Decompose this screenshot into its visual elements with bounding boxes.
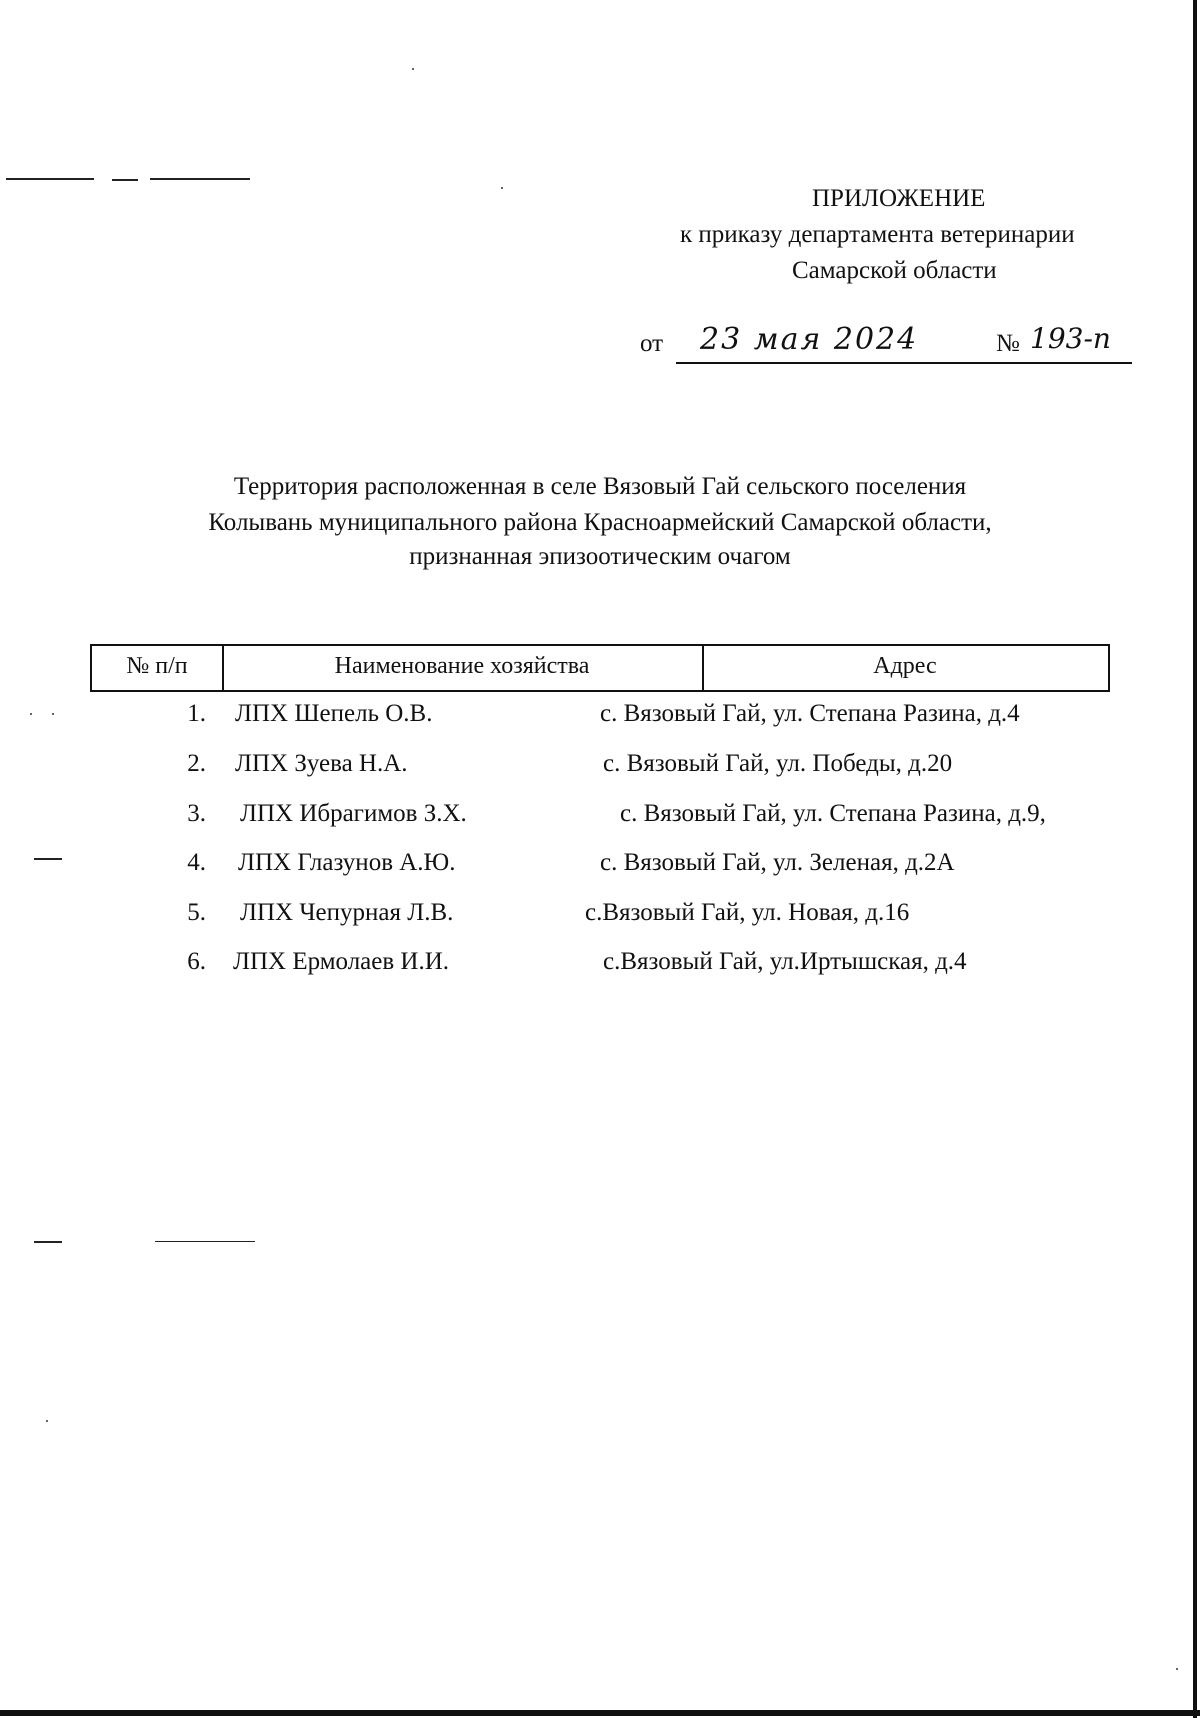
row-number: 5. bbox=[187, 899, 206, 926]
number-label: № bbox=[996, 330, 1020, 357]
row-number: 4. bbox=[187, 849, 206, 876]
scan-speck bbox=[1176, 1668, 1178, 1670]
table-row bbox=[0, 800, 1200, 840]
scan-mark bbox=[34, 1241, 62, 1243]
row-number: 3. bbox=[187, 800, 206, 827]
table-row bbox=[0, 700, 1200, 740]
table-row bbox=[0, 750, 1200, 790]
heading-line-1: Территория расположенная в селе Вязовый Гай сельского поселения bbox=[233, 473, 967, 500]
appendix-region: Самарской области bbox=[792, 257, 997, 284]
table-row bbox=[0, 849, 1200, 889]
row-number: 2. bbox=[187, 750, 206, 777]
heading-line-3: признанная эпизоотическим очагом bbox=[409, 543, 791, 570]
scan-speck bbox=[501, 187, 503, 189]
order-date-number bbox=[640, 322, 1132, 366]
farm-name: ЛПХ Глазунов А.Ю. bbox=[238, 849, 456, 876]
number-underline bbox=[1024, 362, 1132, 364]
farm-address: с. Вязовый Гай, ул. Степана Разина, д.9, bbox=[620, 800, 1046, 827]
row-number: 1. bbox=[187, 700, 206, 727]
table-header bbox=[90, 644, 1110, 692]
handwritten-number: 193-п bbox=[1030, 322, 1111, 355]
scan-mark bbox=[112, 179, 138, 181]
farm-name: ЛПХ Зуева Н.А. bbox=[235, 750, 408, 777]
farm-name: ЛПХ Ермолаев И.И. bbox=[233, 948, 450, 975]
farm-name: ЛПХ Ибрагимов З.Х. bbox=[240, 800, 467, 827]
scan-mark bbox=[6, 178, 94, 180]
appendix-subtitle: к приказу департамента ветеринарии bbox=[680, 221, 1075, 248]
heading-line-2: Колывань муниципального района Красноармейский Самарской области, bbox=[208, 509, 992, 536]
table-row bbox=[0, 899, 1200, 939]
appendix-title: ПРИЛОЖЕНИЕ bbox=[812, 185, 986, 212]
farm-address: с. Вязовый Гай, ул. Зеленая, д.2А bbox=[600, 849, 955, 876]
from-label: от bbox=[640, 330, 664, 357]
scan-mark bbox=[155, 1241, 255, 1242]
scan-mark bbox=[150, 178, 250, 180]
table-row bbox=[0, 948, 1200, 988]
row-number: 6. bbox=[187, 948, 206, 975]
column-header-farm-name: Наименование хозяйства bbox=[222, 646, 704, 690]
scan-speck bbox=[46, 1420, 48, 1422]
farm-address: с. Вязовый Гай, ул. Степана Разина, д.4 bbox=[600, 700, 1020, 727]
handwritten-date: 23 мая 2024 bbox=[700, 322, 919, 357]
farm-address: с.Вязовый Гай, ул.Иртышская, д.4 bbox=[603, 948, 967, 975]
farm-name: ЛПХ Чепурная Л.В. bbox=[240, 899, 454, 926]
farm-address: с. Вязовый Гай, ул. Победы, д.20 bbox=[603, 750, 953, 777]
scan-speck bbox=[412, 68, 414, 70]
column-header-address: Адрес bbox=[873, 653, 937, 679]
farm-name: ЛПХ Шепель О.В. bbox=[235, 700, 433, 727]
date-underline bbox=[676, 362, 1026, 364]
scan-border-bottom bbox=[0, 1710, 1200, 1716]
column-header-number: № п/п bbox=[92, 646, 224, 690]
farm-address: с.Вязовый Гай, ул. Новая, д.16 bbox=[585, 899, 910, 926]
